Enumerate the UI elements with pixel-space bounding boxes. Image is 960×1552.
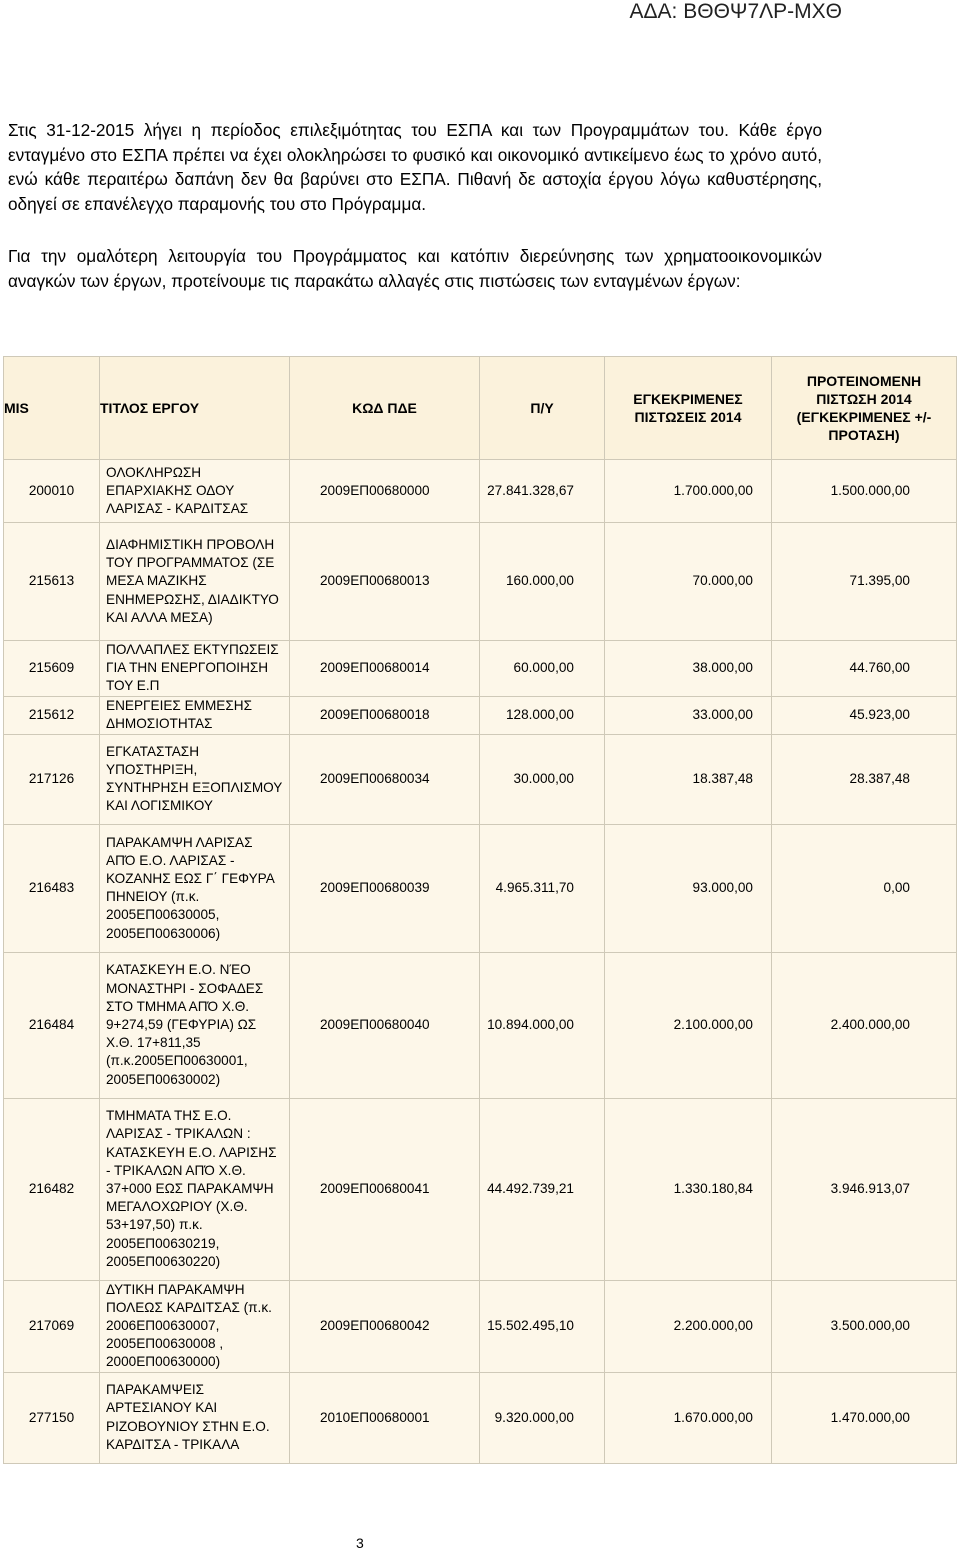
table-row xyxy=(4,734,957,824)
cell-py: 60.000,00 xyxy=(480,641,605,697)
cell-mis: 216484 xyxy=(4,952,100,1098)
cell-proposed: 71.395,00 xyxy=(772,523,957,641)
cell-mis: 217069 xyxy=(4,1280,100,1372)
cell-title: ΕΓΚΑΤΑΣΤΑΣΗ ΥΠΟΣΤΗΡΙΞΗ, ΣΥΝΤΗΡΗΣΗ ΕΞΟΠΛΙΣΜΟΥ ΚΑΙ ΛΟΓΙΣΜΙΚΟΥ xyxy=(100,734,290,824)
cell-code xyxy=(290,1098,480,1280)
cell-proposed: 1.500.000,00 xyxy=(772,460,957,523)
paragraph-deadline: Στις 31-12-2015 λήγει η περίοδος επιλεξιμότητας του ΕΣΠΑ και των Προγραμμάτων του. Κάθε έργο ενταγμένο στο ΕΣΠΑ πρέπει να έχει ολοκληρώσει το φυσικό και οικονομικό αντικείμενο έως το χρόνο αυτό, ενώ κάθε περαιτέρω δαπάνη δεν θα βαρύνει στο ΕΣΠΑ. Πιθανή δε αστοχία έργου λόγω καθυστέρησης, οδηγεί σε επανέλεγχο παραμονής του στο Πρόγραμμα. xyxy=(8,120,822,214)
cell-py: 27.841.328,67 xyxy=(480,460,605,523)
cell-mis: 215612 xyxy=(4,696,100,734)
cell-code-text: 2009ΕΠ00680041 xyxy=(320,1181,430,1196)
cell-mis: 216482 xyxy=(4,1098,100,1280)
cell-code xyxy=(290,1280,480,1372)
table-row xyxy=(4,523,957,641)
table-row xyxy=(4,952,957,1098)
cell-py: 9.320.000,00 xyxy=(480,1372,605,1463)
cell-code xyxy=(290,460,480,523)
cell-code xyxy=(290,523,480,641)
cell-title: ΔΥΤΙΚΗ ΠΑΡΑΚΑΜΨΗ ΠΟΛΕΩΣ ΚΑΡΔΙΤΣΑΣ (π.κ. 2006ΕΠ00630007, 2005ΕΠ00630008 , 2000ΕΠ00630000) xyxy=(100,1280,290,1372)
cell-code-text: 2009ΕΠ00680040 xyxy=(320,1017,430,1032)
cell-code-text: 2009ΕΠ00680013 xyxy=(320,573,430,589)
cell-approved: 70.000,00 xyxy=(605,523,772,641)
table-row xyxy=(4,1280,957,1372)
cell-py: 128.000,00 xyxy=(480,696,605,734)
cell-code xyxy=(290,1372,480,1463)
cell-mis: 200010 xyxy=(4,460,100,523)
cell-py: 160.000,00 xyxy=(480,523,605,641)
table-header-row xyxy=(4,357,957,460)
header-py: Π/Υ xyxy=(480,357,605,460)
credits-table xyxy=(3,356,957,1464)
paragraph-proposal: Για την ομαλότερη λειτουργία του Προγράμματος και κατόπιν διερεύνησης των χρηματοοικονομικών αναγκών των έργων, προτείνουμε τις παρακάτω αλλαγές στις πιστώσεις των ενταγμένων έργων: xyxy=(8,246,822,291)
cell-approved: 2.200.000,00 xyxy=(605,1280,772,1372)
cell-approved: 1.700.000,00 xyxy=(605,460,772,523)
table-row xyxy=(4,460,957,523)
table-row xyxy=(4,1372,957,1463)
cell-code-text: 2009ΕΠ00680034 xyxy=(320,771,430,786)
header-code: ΚΩΔ ΠΔΕ xyxy=(290,357,480,460)
cell-code xyxy=(290,641,480,697)
cell-mis: 277150 xyxy=(4,1372,100,1463)
cell-code-text: 2009ΕΠ00680018 xyxy=(320,707,430,722)
cell-code-text: 2009ΕΠ00680042 xyxy=(320,1318,430,1334)
cell-approved: 18.387,48 xyxy=(605,734,772,824)
cell-approved: 93.000,00 xyxy=(605,824,772,952)
cell-proposed: 44.760,00 xyxy=(772,641,957,697)
cell-proposed: 28.387,48 xyxy=(772,734,957,824)
header-proposed: ΠΡΟΤΕΙΝΟΜΕΝΗ ΠΙΣΤΩΣΗ 2014 (ΕΓΚΕΚΡΙΜΕΝΕΣ +/- ΠΡΟΤΑΣΗ) xyxy=(772,357,957,460)
cell-code xyxy=(290,696,480,734)
cell-py: 15.502.495,10 xyxy=(480,1280,605,1372)
cell-proposed: 45.923,00 xyxy=(772,696,957,734)
cell-approved: 2.100.000,00 xyxy=(605,952,772,1098)
cell-code xyxy=(290,824,480,952)
cell-title: ΔΙΑΦΗΜΙΣΤΙΚΗ ΠΡΟΒΟΛΗ ΤΟΥ ΠΡΟΓΡΑΜΜΑΤΟΣ (ΣΕ ΜΕΣΑ ΜΑΖΙΚΗΣ ΕΝΗΜΕΡΩΣΗΣ, ΔΙΑΔΙΚΤΥΟ ΚΑΙ ΑΛΛΑ ΜΕΣΑ) xyxy=(100,523,290,641)
cell-code-text: 2009ΕΠ00680000 xyxy=(320,482,430,498)
header-approved: ΕΓΚΕΚΡΙΜΕΝΕΣ ΠΙΣΤΩΣΕΙΣ 2014 xyxy=(605,357,772,460)
cell-title: ΠΑΡΑΚΑΜΨΗ ΛΑΡΙΣΑΣ ΑΠΌ Ε.Ο. ΛΑΡΙΣΑΣ - ΚΟΖΑΝΗΣ ΕΩΣ Γ΄ ΓΕΦΥΡΑ ΠΗΝΕΙΟΥ (π.κ. 2005ΕΠ00630005, 2005ΕΠ00630006) xyxy=(100,824,290,952)
cell-mis: 215609 xyxy=(4,641,100,697)
table-row xyxy=(4,696,957,734)
header-title: ΤΙΤΛΟΣ ΕΡΓΟΥ xyxy=(100,357,290,460)
table-row xyxy=(4,1098,957,1280)
cell-proposed: 1.470.000,00 xyxy=(772,1372,957,1463)
cell-py: 30.000,00 xyxy=(480,734,605,824)
ada-code: ΑΔΑ: ΒΘΘΨ7ΛΡ-ΜΧΘ xyxy=(629,0,842,23)
table-row xyxy=(4,641,957,697)
cell-proposed: 2.400.000,00 xyxy=(772,952,957,1098)
cell-approved: 38.000,00 xyxy=(605,641,772,697)
cell-title: ΟΛΟΚΛΗΡΩΣΗ ΕΠΑΡΧΙΑΚΗΣ ΟΔΟΥ ΛΑΡΙΣΑΣ - ΚΑΡΔΙΤΣΑΣ xyxy=(100,460,290,523)
cell-title: ΚΑΤΑΣΚΕΥΗ Ε.Ο. ΝΈΟ ΜΟΝΑΣΤΗΡΙ - ΣΟΦΑΔΕΣ ΣΤΟ ΤΜΗΜΑ ΑΠΌ Χ.Θ. 9+274,59 (ΓΕΦΥΡΙΑ) ΩΣ Χ.Θ. 17+811,35 (π.κ.2005ΕΠ00630001, 2005ΕΠ00630002) xyxy=(100,952,290,1098)
table-row xyxy=(4,824,957,952)
cell-py: 44.492.739,21 xyxy=(480,1098,605,1280)
cell-title: ΠΟΛΛΑΠΛΕΣ ΕΚΤΥΠΩΣΕΙΣ ΓΙΑ ΤΗΝ ΕΝΕΡΓΟΠΟΙΗΣΗ ΤΟΥ Ε.Π xyxy=(100,641,290,697)
cell-code xyxy=(290,952,480,1098)
cell-code-text: 2010ΕΠ00680001 xyxy=(320,1409,430,1425)
cell-code-text: 2009ΕΠ00680039 xyxy=(320,880,430,895)
header-mis: MIS xyxy=(4,357,100,460)
cell-title: ΕΝΕΡΓΕΙΕΣ ΕΜΜΕΣΗΣ ΔΗΜΟΣΙΟΤΗΤΑΣ xyxy=(100,696,290,734)
cell-mis: 216483 xyxy=(4,824,100,952)
cell-title: ΠΑΡΑΚΑΜΨΕΙΣ ΑΡΤΕΣΙΑΝΟΥ ΚΑΙ ΡΙΖΟΒΟΥΝΙΟΥ ΣΤΗΝ Ε.Ο. ΚΑΡΔΙΤΣΑ - ΤΡΙΚΑΛΑ xyxy=(100,1372,290,1463)
cell-title: ΤΜΗΜΑΤΑ ΤΗΣ Ε.Ο. ΛΑΡΙΣΑΣ - ΤΡΙΚΑΛΩΝ : ΚΑΤΑΣΚΕΥΗ Ε.Ο. ΛΑΡΙΣΗΣ - ΤΡΙΚΑΛΩΝ ΑΠΌ Χ.Θ. 37+000 ΕΩΣ ΠΑΡΑΚΑΜΨΗ ΜΕΓΑΛΟΧΩΡΙΟΥ (Χ.Θ. 53+197,50) π.κ. 2005ΕΠ00630219, 2005ΕΠ00630220) xyxy=(100,1098,290,1280)
cell-approved: 1.330.180,84 xyxy=(605,1098,772,1280)
cell-proposed: 3.500.000,00 xyxy=(772,1280,957,1372)
cell-mis: 217126 xyxy=(4,734,100,824)
cell-py: 4.965.311,70 xyxy=(480,824,605,952)
cell-approved: 33.000,00 xyxy=(605,696,772,734)
cell-code-text: 2009ΕΠ00680014 xyxy=(320,660,430,676)
cell-proposed: 0,00 xyxy=(772,824,957,952)
cell-mis: 215613 xyxy=(4,523,100,641)
cell-approved: 1.670.000,00 xyxy=(605,1372,772,1463)
cell-code xyxy=(290,734,480,824)
cell-proposed: 3.946.913,07 xyxy=(772,1098,957,1280)
page-number: 3 xyxy=(356,1535,364,1551)
cell-py: 10.894.000,00 xyxy=(480,952,605,1098)
